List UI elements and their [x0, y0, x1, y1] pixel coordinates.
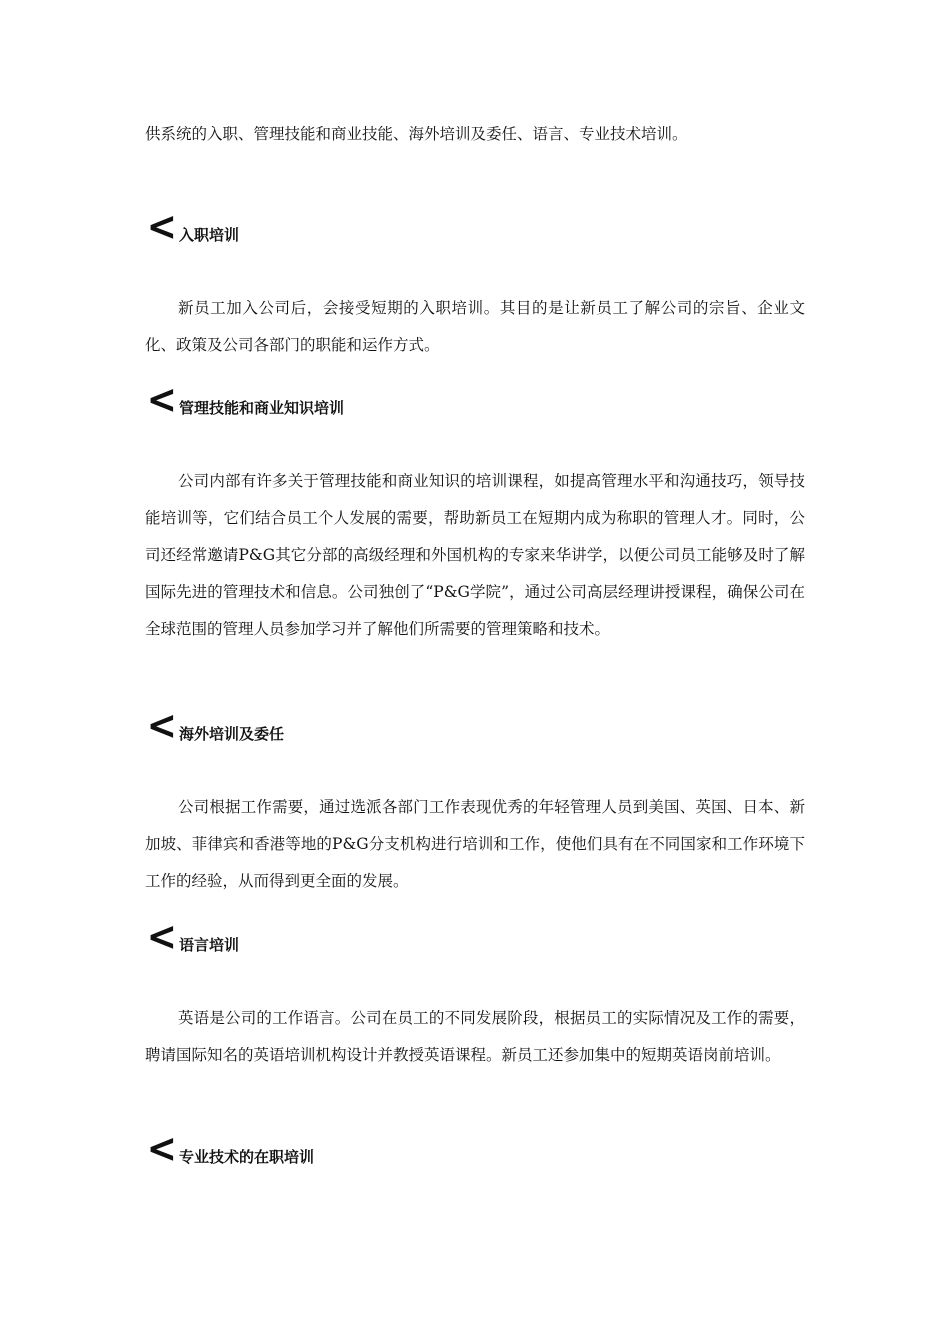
- section-heading-overseas-training: [145, 703, 285, 749]
- section-heading-label: 管理技能和商业知识培训: [179, 399, 345, 417]
- section-heading-onboarding: [145, 204, 240, 250]
- section-body-management-skills: 公司内部有许多关于管理技能和商业知识的培训课程，如提高管理水平和沟通技巧，领导技能培训等，它们结合员工个人发展的需要，帮助新员工在短期内成为称职的管理人才。同时，公司还经常邀请P&G其它分部的高级经理和外国机构的专家来华讲学，以便公司员工能够及时了解国际先进的管理技术和信息。公司独创了“P&G学院”，通过公司高层经理讲授课程，确保公司在全球范围的管理人员参加学习并了解他们所需要的管理策略和技术。: [145, 472, 805, 638]
- section-heading-technical-training: [145, 1126, 315, 1172]
- section-heading-language-training: [145, 914, 240, 960]
- section-body-onboarding: 新员工加入公司后，会接受短期的入职培训。其目的是让新员工了解公司的宗旨、企业文化、政策及公司各部门的职能和运作方式。: [145, 299, 805, 354]
- section-heading-label: 入职培训: [179, 226, 240, 244]
- intro-paragraph: 供系统的入职、管理技能和商业技能、海外培训及委任、语言、专业技术培训。: [145, 125, 688, 143]
- bullet-chevron-icon: <: [146, 377, 177, 423]
- bullet-chevron-icon: <: [146, 204, 177, 250]
- section-body-overseas-training: 公司根据工作需要，通过选派各部门工作表现优秀的年轻管理人员到美国、英国、日本、新加坡、菲律宾和香港等地的P&G分支机构进行培训和工作，使他们具有在不同国家和工作环境下工作的经验，从而得到更全面的发展。: [145, 798, 805, 890]
- bullet-chevron-icon: <: [146, 914, 177, 960]
- bullet-chevron-icon: <: [146, 703, 177, 749]
- section-heading-label: 专业技术的在职培训: [179, 1148, 315, 1166]
- bullet-chevron-icon: <: [146, 1126, 177, 1172]
- section-body-language-training: 英语是公司的工作语言。公司在员工的不同发展阶段，根据员工的实际情况及工作的需要，聘请国际知名的英语培训机构设计并教授英语课程。新员工还参加集中的短期英语岗前培训。: [145, 1009, 805, 1064]
- section-heading-label: 海外培训及委任: [179, 725, 285, 743]
- section-heading-management-skills: [145, 377, 345, 423]
- section-heading-label: 语言培训: [179, 936, 240, 954]
